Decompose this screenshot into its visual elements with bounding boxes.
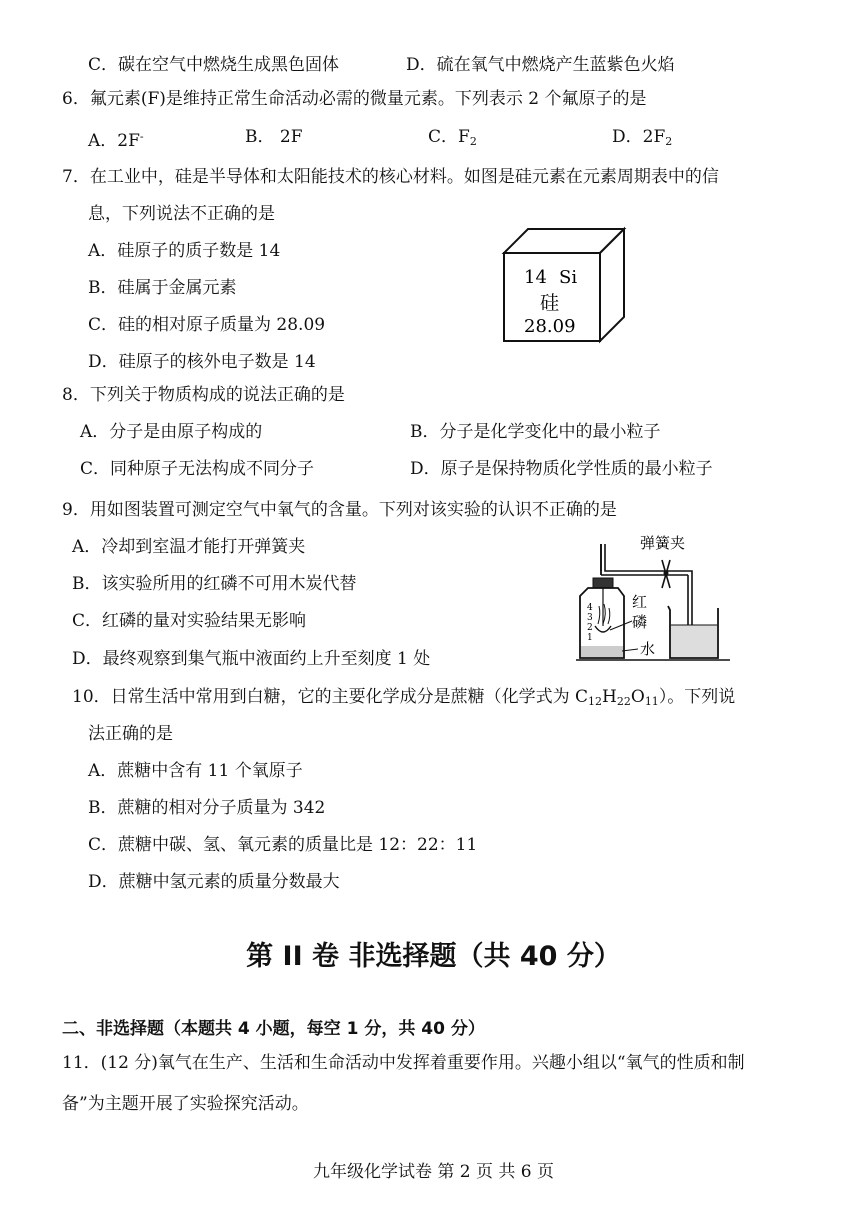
q10-option-c: C．蔗糖中碳、氢、氧元素的质量比是 12：22：11 bbox=[88, 835, 478, 855]
element-name: 硅 bbox=[540, 292, 560, 314]
red-phosphorus-label-2: 磷 bbox=[632, 613, 648, 631]
q7-option-b: B．硅属于金属元素 bbox=[88, 278, 237, 298]
q9-option-c: C．红磷的量对实验结果无影响 bbox=[72, 611, 307, 631]
q7-option-c: C．硅的相对原子质量为 28.09 bbox=[88, 315, 326, 335]
q6-stem: 6．氟元素(F)是维持正常生命活动必需的微量元素。下列表示 2 个氟原子的是 bbox=[62, 89, 647, 109]
red-phosphorus-label-1: 红 bbox=[632, 593, 648, 611]
page-footer: 九年级化学试卷 第 2 页 共 6 页 bbox=[312, 1162, 555, 1182]
q8-option-b: B．分子是化学变化中的最小粒子 bbox=[410, 422, 661, 442]
water-label: 水 bbox=[640, 640, 656, 658]
spring-clamp-icon bbox=[662, 560, 670, 588]
q7-option-a: A．硅原子的质子数是 14 bbox=[88, 241, 281, 261]
q8-option-c: C．同种原子无法构成不同分子 bbox=[80, 459, 315, 479]
q8-option-a: A．分子是由原子构成的 bbox=[80, 422, 263, 442]
q5-option-d: D．硫在氧气中燃烧产生蓝紫色火焰 bbox=[406, 55, 675, 75]
element-atomic-mass: 28.09 bbox=[524, 316, 576, 337]
oxygen-apparatus-figure bbox=[574, 530, 734, 665]
q11-line2: 备”为主题开展了实验探究活动。 bbox=[62, 1094, 309, 1114]
q10-stem-line1: 10．日常生活中常用到白糖，它的主要化学成分是蔗糖（化学式为 $C_{12}H_{22}O_{11}$）。下列说 bbox=[72, 687, 736, 708]
scale-mark-4: 4 bbox=[587, 603, 593, 613]
q9-option-d: D．最终观察到集气瓶中液面约上升至刻度 1 处 bbox=[72, 649, 431, 669]
silicon-element-figure bbox=[500, 225, 630, 345]
scale-mark-3: 3 bbox=[587, 613, 593, 623]
q8-stem: 8．下列关于物质构成的说法正确的是 bbox=[62, 385, 345, 405]
q7-stem-line1: 7．在工业中，硅是半导体和太阳能技术的核心材料。如图是硅元素在元素周期表中的信 bbox=[62, 167, 719, 187]
q6-option-d: D．$2F_2$ bbox=[612, 127, 673, 148]
q9-option-a: A．冷却到室温才能打开弹簧夹 bbox=[72, 537, 306, 557]
q10-option-a: A．蔗糖中含有 11 个氧原子 bbox=[88, 761, 303, 781]
q6-option-c: C．$F_2$ bbox=[428, 127, 477, 148]
q11-line1: 11．(12 分)氧气在生产、生活和生命活动中发挥着重要作用。兴趣小组以“氧气的性质和制 bbox=[62, 1053, 745, 1073]
element-atomic-number: 14 bbox=[524, 267, 547, 288]
q10-option-b: B．蔗糖的相对分子质量为 342 bbox=[88, 798, 326, 818]
q7-stem-line2: 息，下列说法不正确的是 bbox=[88, 204, 275, 224]
q9-stem: 9．用如图装置可测定空气中氧气的含量。下列对该实验的认识不正确的是 bbox=[62, 500, 617, 520]
spring-clamp-label: 弹簧夹 bbox=[640, 534, 686, 552]
scale-mark-1: 1 bbox=[587, 633, 593, 643]
part-heading: 二、非选择题（本题共 4 小题，每空 1 分，共 40 分） bbox=[62, 1019, 485, 1039]
q8-option-d: D．原子是保持物质化学性质的最小粒子 bbox=[410, 459, 713, 479]
element-symbol: Si bbox=[559, 267, 578, 288]
q6-option-b: B． 2F bbox=[245, 127, 303, 147]
q5-option-c: C．碳在空气中燃烧生成黑色固体 bbox=[88, 55, 340, 75]
scale-mark-2: 2 bbox=[587, 623, 593, 633]
q9-option-b: B．该实验所用的红磷不可用木炭代替 bbox=[72, 574, 357, 594]
q6-option-a: A．2F- bbox=[88, 130, 144, 151]
q10-stem-line2: 法正确的是 bbox=[88, 724, 173, 744]
q7-option-d: D．硅原子的核外电子数是 14 bbox=[88, 352, 316, 372]
q10-option-d: D．蔗糖中氢元素的质量分数最大 bbox=[88, 872, 340, 892]
section-title: 第 II 卷 非选择题（共 40 分） bbox=[246, 941, 621, 972]
